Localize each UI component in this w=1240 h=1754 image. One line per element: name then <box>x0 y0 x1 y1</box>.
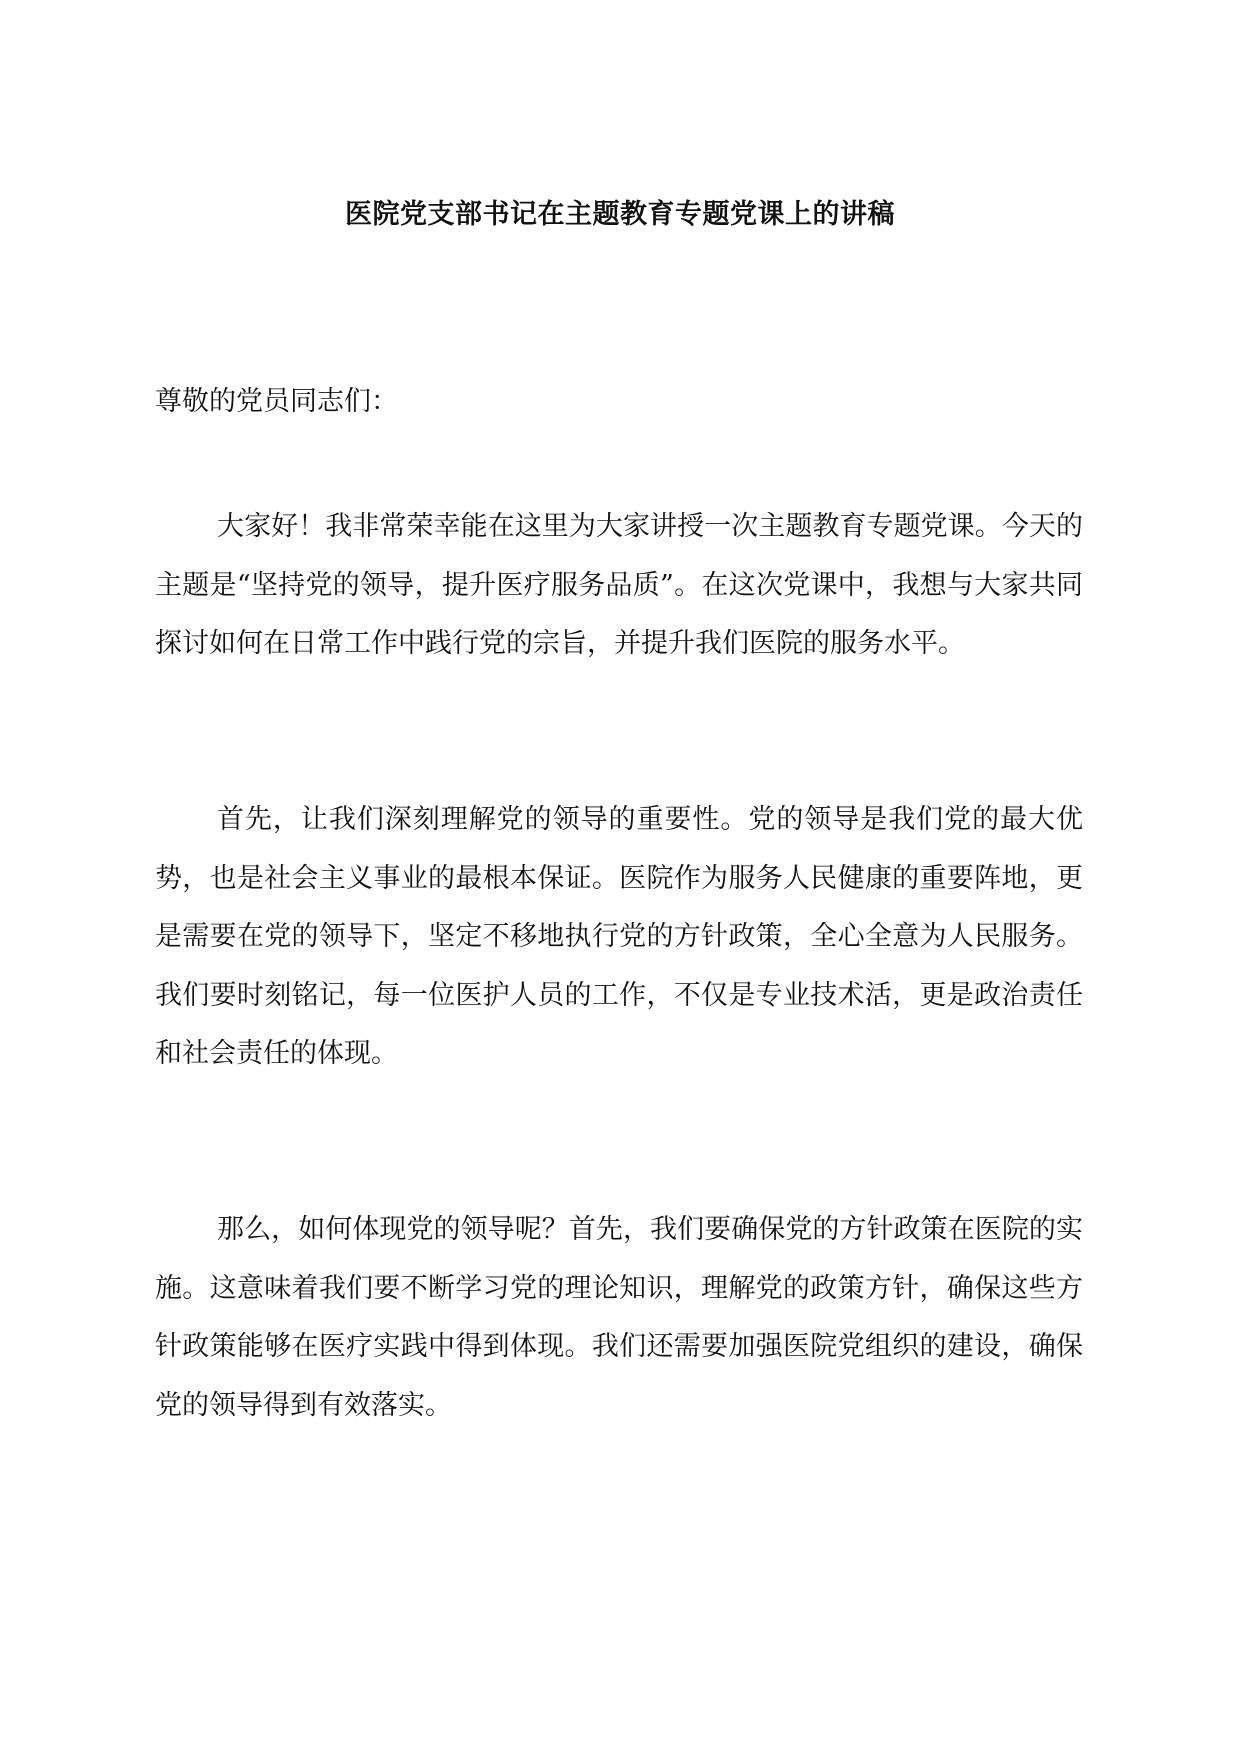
paragraph-2: 首先，让我们深刻理解党的领导的重要性。党的领导是我们党的最大优势，也是社会主义事业的最根本保证。医院作为服务人民健康的重要阵地，更是需要在党的领导下，坚定不移地执行党的方针政策，全心全意为人民服务。我们要时刻铭记，每一位医护人员的工作，不仅是专业技术活，更是政治责任和社会责任的体现。 <box>155 804 1083 1069</box>
document-title: 医院党支部书记在主题教育专题党课上的讲稿 <box>345 199 895 230</box>
salutation: 尊敬的党员同志们： <box>155 386 398 417</box>
paragraph-3: 那么，如何体现党的领导呢？首先，我们要确保党的方针政策在医院的实施。这意味着我们要不断学习党的理论知识，理解党的政策方针，确保这些方针政策能够在医疗实践中得到体现。我们还需要加强医院党组织的建设，确保党的领导得到有效落实。 <box>155 1214 1083 1421</box>
paragraph-1: 大家好！我非常荣幸能在这里为大家讲授一次主题教育专题党课。今天的主题是“坚持党的领导，提升医疗服务品质”。在这次党课中，我想与大家共同探讨如何在日常工作中践行党的宗旨，并提升我们医院的服务水平。 <box>155 511 1083 659</box>
